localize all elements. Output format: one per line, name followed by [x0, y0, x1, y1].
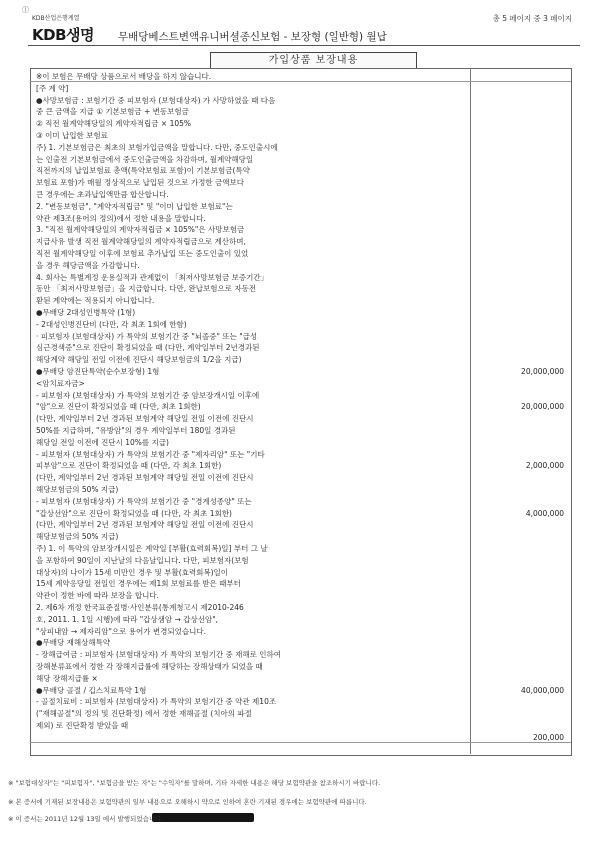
- coverage-line: ③ 이미 납입한 보험료: [36, 131, 108, 140]
- coverage-line: 주) 1. 기본보험금은 최초의 보험가입금액을 말합니다. 다만, 중도인출시에: [36, 142, 278, 152]
- coverage-line: 심근경색증"으로 진단이 확정되었을 때 (다만, 계약일부터 2년경과된: [36, 343, 260, 353]
- corner-mark: ⓛ: [22, 6, 29, 14]
- coverage-line: · 피보험자 (보험대상자) 가 특약의 보험기간 중 "뇌졸중" 또는 "급성: [36, 331, 258, 341]
- coverage-line: 대상자)의 나이가 15세 미만인 경우 및 부활(효력회복)일이: [36, 567, 229, 577]
- coverage-line: 약관이 정한 바에 따라 보장을 합니다.: [36, 591, 159, 601]
- coverage-line: - 피보험자 (보험대상자) 가 특약의 보험기간 중 암보장개시일 이후에: [36, 390, 260, 400]
- coverage-line: 약관 제3조(용어의 정의)에서 정한 내용을 말합니다.: [36, 213, 206, 223]
- footnote: ※ 본 증서에 기재된 보장내용은 보험약관의 일부 내용으로 오해하시 약으로 인하여 혼란 기재된 경우에는 보험약관에 따릅니다.: [8, 798, 367, 806]
- coverage-line: 중 큰 금액을 지급 ① 기본보험금 + 변동보험금: [36, 107, 189, 117]
- section-title: 가입상품 보장내용: [210, 52, 417, 69]
- coverage-line: 장해분류표에서 정한 각 장해지급률에 해당하는 장해상태가 되었을 때: [36, 662, 263, 671]
- coverage-line: 을 경우 해당금액을 가감합니다.: [36, 260, 140, 270]
- coverage-line: (다만, 계약일부터 2년 경과된 보험계약 해당일 전일 이전에 진단시: [36, 414, 254, 424]
- footnote: ※ 이 증서는 2011년 12월 13일 에서 발행되었습니다.: [8, 815, 164, 823]
- coverage-line: ●사망보험금 : 보험기간 중 피보험자 (보험대상자) 가 사망하였을 때 다음: [36, 95, 276, 105]
- table-footer-rule: [30, 742, 571, 743]
- coverage-line: (다만, 계약일부터 2년 경과된 보험계약 해당일 전일 이전에 진단시: [36, 520, 254, 530]
- coverage-line: - 장해급여금 : 피보험자 (보험대상자) 가 특약의 보험기간 중 재해로 인하여: [36, 650, 282, 660]
- coverage-line: ●무배당 골절 / 깁스치료특약 1형: [36, 685, 147, 695]
- coverage-line: "갑상선암"으로 진단이 확정되었을 때 (다만, 각 최초 1회한): [36, 508, 232, 518]
- coverage-line: 제외) 로 진단확정 받았을 때: [36, 721, 129, 730]
- coverage-line: 동안 「최저사망보험금」을 지급합니다. 다만, 완납보험으로 자동전: [36, 284, 257, 294]
- coverage-line: 피부암"으로 진단이 확정되었을 때 (다만, 각 최초 1회한): [36, 461, 222, 471]
- coverage-line: "암"으로 진단이 확정되었을 때 (다만, 최초 1회한): [36, 402, 201, 412]
- coverage-line: 큰 경우에는 초과납입액만큼 합산합니다.: [36, 190, 169, 199]
- coverage-line: ("재해골절"의 정의 및 진단확정) 에서 정한 재해골절 (치아의 파절: [36, 709, 252, 719]
- coverage-line: <암치료자금>: [36, 378, 85, 388]
- header-divider: [28, 45, 580, 46]
- coverage-line: - 피보험자 (보험대상자) 가 특약의 보험기간 중 "제자리암" 또는 "기타: [36, 449, 265, 459]
- company-logo: KDB생명: [32, 26, 94, 44]
- logo-subtitle: KDB산업은행계열: [32, 15, 80, 22]
- coverage-line: 2. "변동보험금", "계약자적립금" 및 "이미 납입한 보험료"는: [36, 201, 233, 211]
- coverage-line: ●무배당 암진단특약(순수보장형) 1형: [36, 367, 160, 376]
- coverage-line: 50%를 지급하며, "유방암"의 경우 계약일부터 180일 경과된: [36, 426, 236, 435]
- coverage-line: ② 직전 월계약해당일의 계약자적립금 × 105%: [36, 119, 192, 129]
- coverage-line: 해당계약 해당일 전일 이전에 진단시 해당보험금의 1/2을 지급): [36, 355, 242, 365]
- footnote: ※ "보험대상자"는 "피보험자", "보험금을 받는 자"는 "수익자"를 말하며, 기타 자세한 내용은 해당 보험약관을 참조하시기 바랍니다.: [8, 779, 381, 787]
- coverage-line: 3. "직전 월계약해당일의 계약자적립금 × 105%"은 사망보험금: [36, 225, 245, 235]
- benefit-amount: 40,000,000: [521, 685, 564, 695]
- page-indicator: 총 5 페이지 중 3 페이지: [492, 14, 572, 23]
- coverage-line: 보험료 포함)가 매월 정상적으로 납입된 것으로 가정한 금액보다: [36, 178, 244, 188]
- coverage-line: 직전 월계약해당일 이후에 보험료 추가납입 또는 중도인출이 있었: [36, 249, 249, 258]
- coverage-line: ※이 보험은 무배당 상품으로서 배당을 하지 않습니다.: [36, 72, 212, 81]
- amount-column-divider: [470, 68, 471, 754]
- redaction-bar: [152, 813, 254, 822]
- benefit-amount: 200,000: [532, 732, 564, 742]
- benefit-amount: 20,000,000: [521, 367, 564, 376]
- benefit-amount: 20,000,000: [521, 402, 564, 412]
- coverage-line: - 피보험자 (보험대상자) 가 특약의 보험기간 중 "경계성종양" 또는: [36, 496, 252, 506]
- coverage-line: ●무배당 재해상해특약: [36, 638, 111, 648]
- coverage-line: 해당보험금의 50% 지급): [36, 532, 119, 542]
- coverage-line: 4. 회사는 특별계정 운용실적과 관계없이 「최저사망보험금 보증기간」: [36, 272, 269, 282]
- coverage-line: 2. 제6차 개정 한국표준질병·사인분류(통계청고시 제2010-246: [36, 603, 244, 612]
- coverage-line: 호, 2011. 1. 1일 시행)에 따라 "갑상샘암 → 갑상선암",: [36, 614, 219, 624]
- coverage-line: 직전까지의 납입보험료 총액(특약보험료 포함)이 기본보험금(특약: [36, 166, 250, 176]
- coverage-line: 해당보험금의 50% 지급): [36, 485, 119, 494]
- coverage-line: (다만, 계약일부터 2년 경과된 보험계약 해당일 전일 이전에 진단시: [36, 473, 254, 483]
- coverage-line: 는 인출전 기본보험금에서 중도인출금액을 차감하며, 월계약해당일: [36, 154, 254, 164]
- benefit-amount: 4,000,000: [525, 508, 564, 518]
- benefit-amount: 2,000,000: [525, 461, 564, 471]
- coverage-line: "상피내암 → 제자리암"으로 용어가 변경되었습니다.: [36, 626, 207, 636]
- coverage-line: - 2대성인병진단비 (다만, 각 최초 1회에 한함): [36, 319, 187, 329]
- coverage-line: 지급사유 발생 직전 월계약해당일의 계약자적립금으로 계산하며,: [36, 237, 246, 247]
- coverage-line: - 골절치료비 : 피보험자 (보험대상자) 가 특약의 보험기간 중 약관 제10조: [36, 697, 277, 707]
- coverage-line: 환된 계약에는 적용되지 아니합니다.: [36, 296, 155, 306]
- coverage-line: 해당 장해지급률 ×: [36, 673, 98, 683]
- coverage-line: 주) 1. 이 특약의 암보장개시일은 계약일 [부활(효력회복)일] 부터 그 날: [36, 544, 268, 553]
- coverage-line: ●무배당 2대성인병특약 (1형): [36, 308, 136, 317]
- coverage-line: [주 계 약]: [36, 83, 69, 93]
- document-title: 무배당베스트변액유니버셜종신보험 - 보장형 (일반형) 월납: [118, 31, 387, 43]
- coverage-line: 15세 계약응당일 전일인 경우에는 제1회 보험료를 받은 때부터: [36, 579, 241, 589]
- coverage-line: 을 포함하여 90일이 지난날의 다음날입니다. 다만, 피보험자(보험: [36, 555, 249, 565]
- coverage-line: 해당일 전일 이전에 진단시 10%를 지급): [36, 437, 169, 447]
